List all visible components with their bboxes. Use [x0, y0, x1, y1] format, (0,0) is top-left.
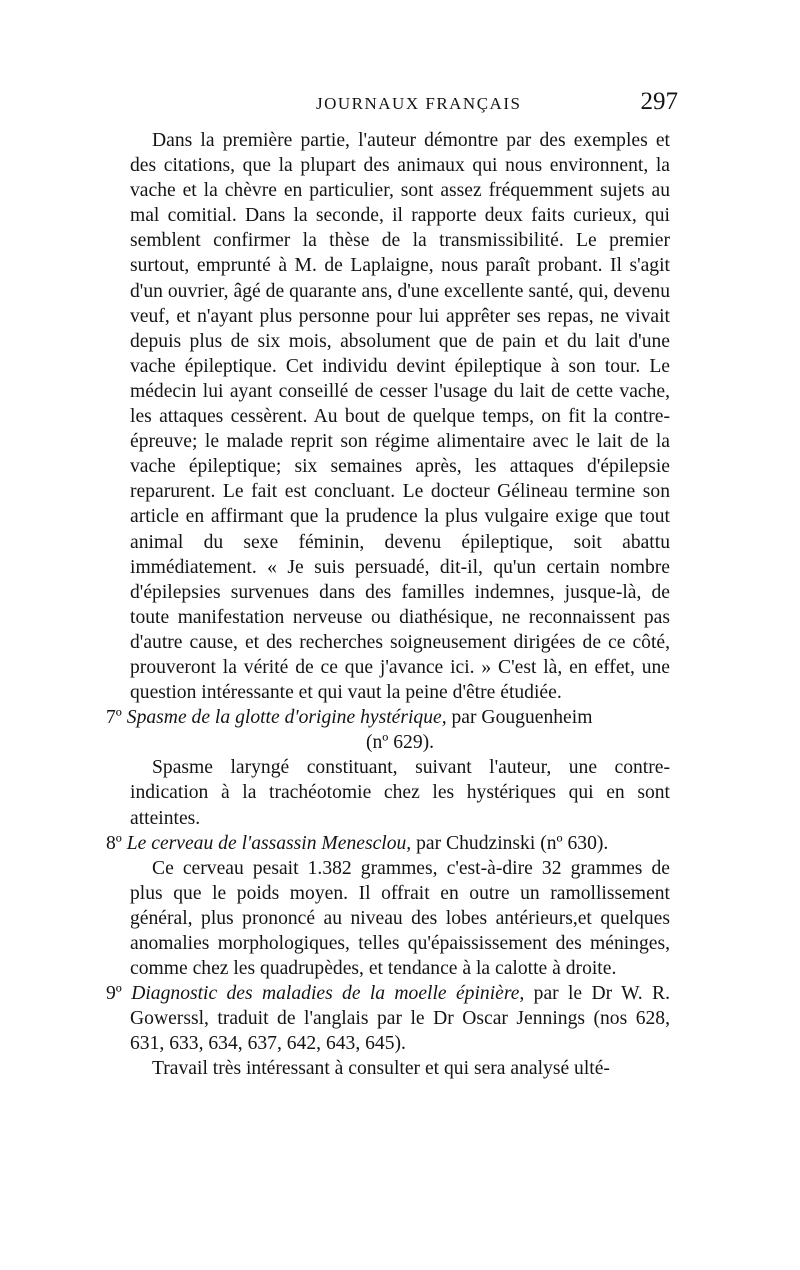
entry-8-heading — [106, 831, 670, 856]
entry-8-author: par Chudzinski (nº 630). — [411, 832, 609, 854]
entry-7-text: Spasme laryngé constituant, suivant l'auteur, une contre-indication à la trachéotomie chez les hystériques qui en sont atteintes. — [130, 757, 670, 829]
entry-7-reference: (nº 629). — [365, 732, 435, 754]
entry-9-author: par le Dr W. R. Gowerssl, traduit de l'anglais par le Dr Oscar Jennings (nos 628, 631, 633, 634, 637, 642, 643, 645). — [130, 983, 670, 1055]
entry-8-title: Le cerveau de l'assassin Menesclou, — [126, 832, 412, 854]
page-body — [106, 128, 670, 1082]
entry-9-number: 9º — [106, 983, 122, 1005]
entry-7-number: 7º — [106, 707, 122, 729]
entry-9-text: Travail très intéressant à consulter et qui sera analysé ulté- — [152, 1058, 610, 1080]
entry-9-title: Diagnostic des maladies de la moelle épinière, — [131, 983, 525, 1005]
page-header — [130, 88, 678, 122]
running-title: JOURNAUX FRANÇAIS — [316, 94, 522, 113]
entry-7-heading — [106, 705, 670, 730]
page-number: 297 — [640, 88, 678, 115]
paragraph-gelineau-review: Dans la première partie, l'auteur démontre par des exemples et des citations, que la plupart des animaux qui nous environnent, la vache et la chèvre en particulier, sont assez fréquemment sujets au mal comitial. Dans la seconde, il rapporte deux faits curieux, qui semblent confirmer la thèse de la transmissibilité. Le premier surtout, emprunté à M. de Laplaigne, nous paraît probant. Il s'agit d'un ouvrier, âgé de quarante ans, d'une excellente santé, qui, devenu veuf, et n'ayant plus personne pour lui apprêter ses repas, ne vivait depuis plus de six mois, absolument que de pain et du lait d'une vache épileptique. Cet individu devint épileptique à son tour. Le médecin lui ayant conseillé de cesser l'usage du lait de cette vache, les attaques cessèrent. Au bout de quelque temps, on fit la contre-épreuve; le malade reprit son régime alimentaire avec le lait de la vache épileptique; six semaines après, les attaques d'épilepsie reparurent. Le fait est concluant. Le docteur Gélineau termine son article en affirmant que la prudence la plus vulgaire exige que tout animal du sexe féminin, devenu épileptique, soit abattu immédiatement. « Je suis persuadé, dit-il, qu'un certain nombre d'épilepsies survenues dans des familles indemnes, jusque-là, de toute manifestation nerveuse ou diathésique, ne reconnaissent pas d'autre cause, et des recherches soigneusement dirigées de ce côté, prouveront la vérité de ce que j'avance ici. » C'est là, en effet, une question intéressante et qui vaut la peine d'être étudiée. — [130, 130, 670, 704]
entry-8-number: 8º — [106, 832, 122, 854]
entry-8-text: Ce cerveau pesait 1.382 grammes, c'est-à-dire 32 grammes de plus que le poids moyen. Il offrait en outre un ramollissement général, plus prononcé au niveau des lobes antérieurs,et quelques anomalies morphologiques, telles qu'épaississement des méninges, comme chez les quadrupèdes, et tendance à la calotte à droite. — [130, 857, 670, 980]
entry-7-title: Spasme de la glotte d'origine hystérique, — [126, 707, 447, 729]
entry-9-heading — [106, 981, 670, 1056]
entry-7-author: par Gouguenheim — [446, 707, 593, 729]
